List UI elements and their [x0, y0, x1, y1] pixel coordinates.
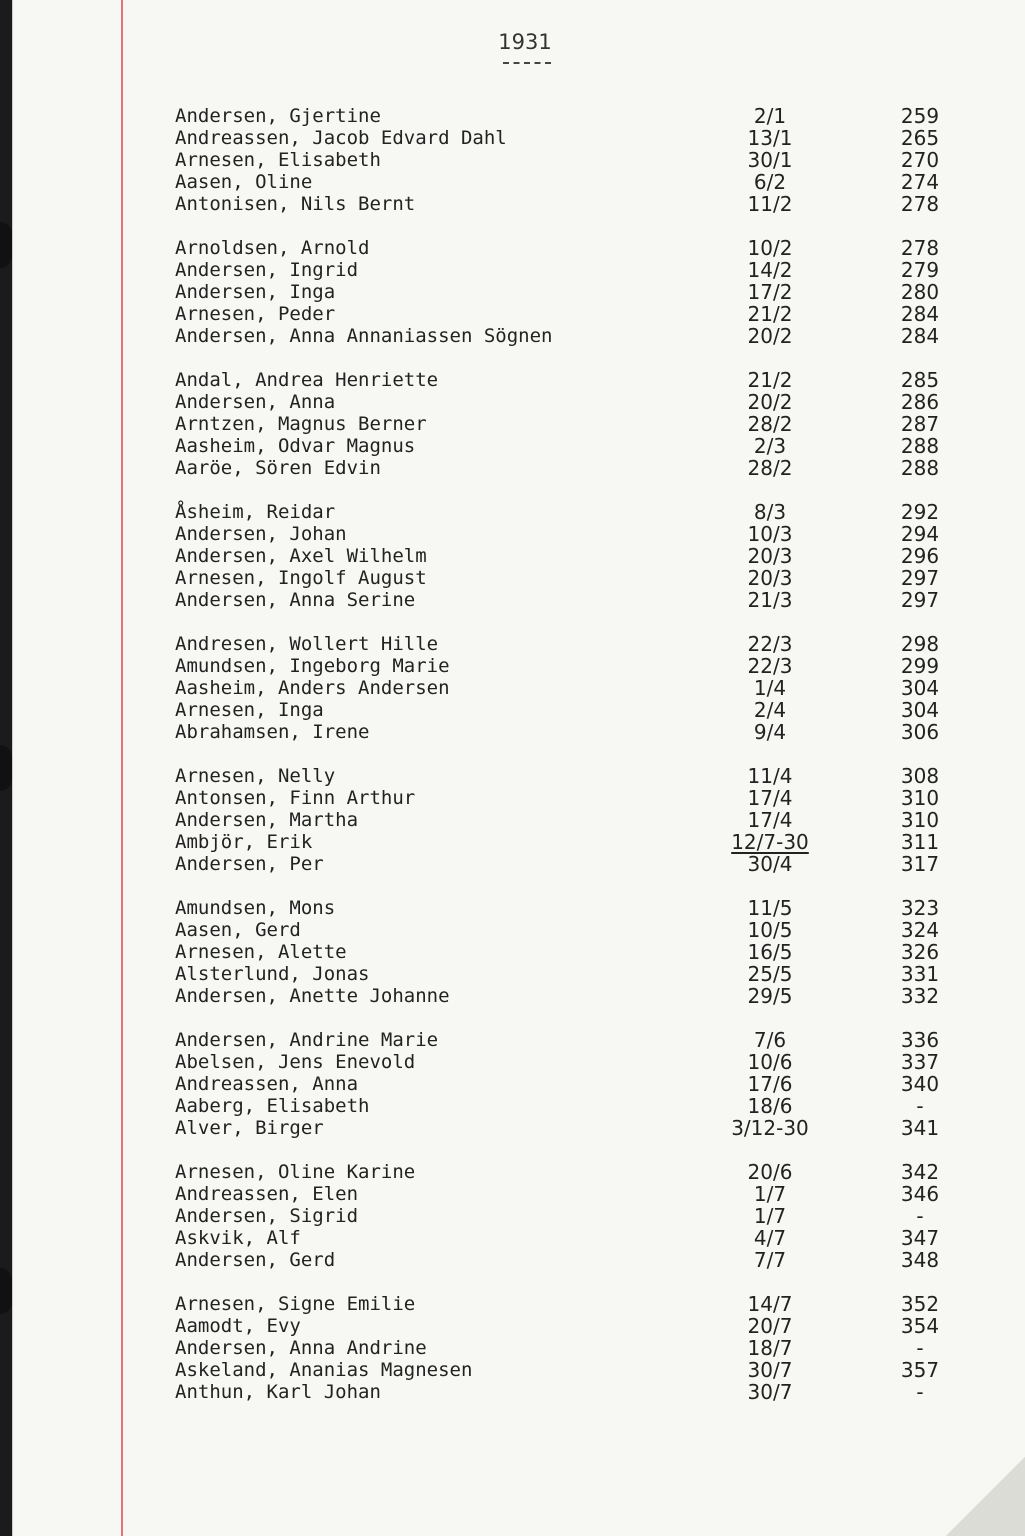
register-entry	[175, 941, 975, 963]
entry-date: 6/2	[753, 170, 787, 194]
entry-number: 336	[900, 1028, 940, 1052]
entry-date: 10/5	[747, 918, 793, 942]
entry-date: 11/5	[747, 896, 793, 920]
entry-date: 1/4	[753, 676, 787, 700]
register-entry	[175, 303, 975, 325]
entry-name: Arnesen, Ingolf August	[175, 567, 427, 589]
entry-number: 270	[900, 148, 940, 172]
entry-number: 278	[900, 236, 940, 260]
entry-name: Andersen, Anna Annaniassen Sögnen	[175, 325, 553, 347]
entry-number: 310	[900, 786, 940, 810]
entry-name: Andersen, Per	[175, 853, 324, 875]
entry-name: Aamodt, Evy	[175, 1315, 301, 1337]
entry-date: 13/1	[747, 126, 793, 150]
entry-number: 310	[900, 808, 940, 832]
document-page	[12, 0, 1025, 1536]
entry-name: Aasheim, Odvar Magnus	[175, 435, 416, 457]
register-entry	[175, 1051, 975, 1073]
register-entry	[175, 149, 975, 171]
entry-number: 265	[900, 126, 940, 150]
entry-date: 8/3	[753, 500, 787, 524]
entry-date: 7/6	[753, 1028, 787, 1052]
register-entry	[175, 589, 975, 611]
entry-date: 18/7	[747, 1336, 793, 1360]
entry-date: 10/2	[747, 236, 793, 260]
entry-date: 1/7	[753, 1204, 787, 1228]
entry-name: Andersen, Andrine Marie	[175, 1029, 439, 1051]
entry-name: Åsheim, Reidar	[175, 501, 336, 523]
entry-number: 296	[900, 544, 940, 568]
entry-date: 22/3	[747, 654, 793, 678]
entry-number: 354	[900, 1314, 940, 1338]
register-entry	[175, 237, 975, 259]
entry-number: 304	[900, 676, 940, 700]
entry-number: 323	[900, 896, 940, 920]
entry-date: 17/4	[747, 808, 793, 832]
entry-number: 274	[900, 170, 940, 194]
entry-name: Antonsen, Finn Arthur	[175, 787, 416, 809]
entry-number: 297	[900, 566, 940, 590]
register-entry	[175, 831, 975, 853]
entry-name: Arntzen, Magnus Berner	[175, 413, 427, 435]
entry-number: 332	[900, 984, 940, 1008]
entry-number: 341	[900, 1116, 940, 1140]
entry-number: 304	[900, 698, 940, 722]
register-entry	[175, 501, 975, 523]
entry-name: Andersen, Ingrid	[175, 259, 359, 281]
entry-date: 20/2	[747, 324, 793, 348]
register-entry	[175, 325, 975, 347]
entry-number: 326	[900, 940, 940, 964]
entry-name: Aaberg, Elisabeth	[175, 1095, 370, 1117]
register-entry	[175, 897, 975, 919]
register-entry	[175, 985, 975, 1007]
entry-date: 21/2	[747, 302, 793, 326]
entry-date: 4/7	[753, 1226, 787, 1250]
entry-number: -	[916, 1336, 924, 1360]
register-entry	[175, 457, 975, 479]
register-entry	[175, 1183, 975, 1205]
register-entry	[175, 523, 975, 545]
entry-date: 16/5	[747, 940, 793, 964]
entry-name: Abelsen, Jens Enevold	[175, 1051, 416, 1073]
entry-number: 311	[900, 830, 940, 854]
entry-number: 288	[900, 434, 940, 458]
entry-name: Alver, Birger	[175, 1117, 324, 1139]
register-entry	[175, 1029, 975, 1051]
margin-rule	[121, 0, 123, 1536]
register-entry	[175, 633, 975, 655]
page-corner-fold	[946, 1456, 1025, 1536]
page-year: 1931	[498, 30, 552, 54]
register-entry	[175, 567, 975, 589]
register-entry	[175, 281, 975, 303]
register-entry	[175, 413, 975, 435]
entry-number: 284	[900, 324, 940, 348]
entry-name: Andersen, Gerd	[175, 1249, 336, 1271]
register-entry	[175, 1161, 975, 1183]
entry-name: Andreassen, Elen	[175, 1183, 359, 1205]
entry-number: 306	[900, 720, 940, 744]
register-entry	[175, 435, 975, 457]
entry-number: 287	[900, 412, 940, 436]
entry-number: 298	[900, 632, 940, 656]
entry-number: 342	[900, 1160, 940, 1184]
group-spacer	[175, 479, 975, 501]
register-entry	[175, 1359, 975, 1381]
entry-date: 12/7-30	[731, 830, 809, 854]
entry-name: Andresen, Wollert Hille	[175, 633, 439, 655]
entry-date: 2/4	[753, 698, 787, 722]
register-entry	[175, 677, 975, 699]
group-spacer	[175, 347, 975, 369]
entry-number: 297	[900, 588, 940, 612]
entry-date: 11/4	[747, 764, 793, 788]
entry-date: 20/3	[747, 566, 793, 590]
entry-name: Arnesen, Alette	[175, 941, 347, 963]
register-entry	[175, 391, 975, 413]
entry-date: 17/4	[747, 786, 793, 810]
entry-name: Askvik, Alf	[175, 1227, 301, 1249]
entry-name: Andreassen, Anna	[175, 1073, 359, 1095]
entry-number: 279	[900, 258, 940, 282]
entry-date: 28/2	[747, 412, 793, 436]
register-entry	[175, 765, 975, 787]
entry-name: Anthun, Karl Johan	[175, 1381, 381, 1403]
register-entry	[175, 105, 975, 127]
entry-number: -	[916, 1204, 924, 1228]
group-spacer	[175, 215, 975, 237]
entry-name: Andreassen, Jacob Edvard Dahl	[175, 127, 507, 149]
entry-date: 18/6	[747, 1094, 793, 1118]
entry-name: Aasen, Gerd	[175, 919, 301, 941]
register-entry	[175, 369, 975, 391]
entry-name: Arnesen, Oline Karine	[175, 1161, 416, 1183]
register-entry	[175, 787, 975, 809]
entry-date: 20/2	[747, 390, 793, 414]
entry-date: 10/6	[747, 1050, 793, 1074]
group-spacer	[175, 1007, 975, 1029]
register-entry	[175, 655, 975, 677]
entry-date: 20/6	[747, 1160, 793, 1184]
register-entry	[175, 1315, 975, 1337]
register-entry	[175, 853, 975, 875]
entry-name: Andersen, Inga	[175, 281, 336, 303]
entry-name: Amundsen, Mons	[175, 897, 336, 919]
entry-date: 21/3	[747, 588, 793, 612]
group-spacer	[175, 1271, 975, 1293]
group-spacer	[175, 1139, 975, 1161]
register-entry	[175, 1337, 975, 1359]
entry-name: Andersen, Axel Wilhelm	[175, 545, 427, 567]
entry-date: 9/4	[753, 720, 787, 744]
entry-number: 331	[900, 962, 940, 986]
entry-name: Ambjör, Erik	[175, 831, 313, 853]
entry-number: 337	[900, 1050, 940, 1074]
register-entry	[175, 1117, 975, 1139]
entry-name: Arnesen, Inga	[175, 699, 324, 721]
entry-name: Andersen, Martha	[175, 809, 359, 831]
entry-date: 17/2	[747, 280, 793, 304]
register-entry	[175, 1073, 975, 1095]
entry-date: 29/5	[747, 984, 793, 1008]
entry-name: Antonisen, Nils Bernt	[175, 193, 416, 215]
register-list	[175, 105, 975, 1403]
entry-number: 340	[900, 1072, 940, 1096]
entry-date: 30/4	[747, 852, 793, 876]
entry-name: Andersen, Anna	[175, 391, 336, 413]
register-entry	[175, 721, 975, 743]
register-entry	[175, 193, 975, 215]
binder-hole	[0, 222, 12, 268]
entry-number: 352	[900, 1292, 940, 1316]
entry-date: 25/5	[747, 962, 793, 986]
entry-name: Andal, Andrea Henriette	[175, 369, 439, 391]
entry-number: 292	[900, 500, 940, 524]
entry-number: -	[916, 1094, 924, 1118]
entry-date: 17/6	[747, 1072, 793, 1096]
entry-date: 14/7	[747, 1292, 793, 1316]
entry-number: 284	[900, 302, 940, 326]
entry-name: Amundsen, Ingeborg Marie	[175, 655, 450, 677]
entry-name: Arnesen, Elisabeth	[175, 149, 381, 171]
register-entry	[175, 1249, 975, 1271]
register-entry	[175, 919, 975, 941]
register-entry	[175, 1095, 975, 1117]
entry-name: Arnoldsen, Arnold	[175, 237, 370, 259]
entry-number: 294	[900, 522, 940, 546]
entry-name: Andersen, Anna Serine	[175, 589, 416, 611]
group-spacer	[175, 611, 975, 633]
entry-name: Askeland, Ananias Magnesen	[175, 1359, 473, 1381]
entry-name: Andersen, Johan	[175, 523, 347, 545]
entry-date: 2/3	[753, 434, 787, 458]
entry-name: Aasheim, Anders Andersen	[175, 677, 450, 699]
register-entry	[175, 963, 975, 985]
entry-number: 357	[900, 1358, 940, 1382]
entry-number: 348	[900, 1248, 940, 1272]
register-entry	[175, 545, 975, 567]
entry-date: 14/2	[747, 258, 793, 282]
entry-name: Aasen, Oline	[175, 171, 313, 193]
entry-date: 30/7	[747, 1380, 793, 1404]
entry-number: 286	[900, 390, 940, 414]
entry-date: 20/3	[747, 544, 793, 568]
entry-name: Arnesen, Peder	[175, 303, 336, 325]
group-spacer	[175, 875, 975, 897]
entry-name: Abrahamsen, Irene	[175, 721, 370, 743]
binder-hole	[0, 1268, 12, 1314]
entry-name: Andersen, Anette Johanne	[175, 985, 450, 1007]
register-entry	[175, 1227, 975, 1249]
entry-number: 285	[900, 368, 940, 392]
entry-date: 28/2	[747, 456, 793, 480]
entry-number: 308	[900, 764, 940, 788]
entry-number: 259	[900, 104, 940, 128]
entry-number: 299	[900, 654, 940, 678]
register-entry	[175, 699, 975, 721]
entry-name: Arnesen, Signe Emilie	[175, 1293, 416, 1315]
entry-date: 11/2	[747, 192, 793, 216]
entry-number: -	[916, 1380, 924, 1404]
year-underline	[503, 62, 551, 64]
entry-date: 1/7	[753, 1182, 787, 1206]
register-entry	[175, 171, 975, 193]
entry-date: 22/3	[747, 632, 793, 656]
entry-date: 30/7	[747, 1358, 793, 1382]
entry-date: 2/1	[753, 104, 787, 128]
register-entry	[175, 1205, 975, 1227]
entry-name: Arnesen, Nelly	[175, 765, 336, 787]
entry-name: Alsterlund, Jonas	[175, 963, 370, 985]
register-entry	[175, 1381, 975, 1403]
entry-date: 21/2	[747, 368, 793, 392]
register-entry	[175, 127, 975, 149]
entry-number: 280	[900, 280, 940, 304]
entry-number: 347	[900, 1226, 940, 1250]
entry-date: 7/7	[753, 1248, 787, 1272]
entry-number: 288	[900, 456, 940, 480]
register-entry	[175, 259, 975, 281]
entry-date: 20/7	[747, 1314, 793, 1338]
entry-name: Andersen, Anna Andrine	[175, 1337, 427, 1359]
entry-number: 278	[900, 192, 940, 216]
entry-name: Andersen, Sigrid	[175, 1205, 359, 1227]
entry-number: 317	[900, 852, 940, 876]
entry-number: 324	[900, 918, 940, 942]
entry-number: 346	[900, 1182, 940, 1206]
binder-hole	[0, 745, 12, 791]
register-entry	[175, 809, 975, 831]
entry-date: 10/3	[747, 522, 793, 546]
entry-name: Aaröe, Sören Edvin	[175, 457, 381, 479]
entry-date: 3/12-30	[731, 1116, 809, 1140]
group-spacer	[175, 743, 975, 765]
register-entry	[175, 1293, 975, 1315]
entry-name: Andersen, Gjertine	[175, 105, 381, 127]
entry-date: 30/1	[747, 148, 793, 172]
